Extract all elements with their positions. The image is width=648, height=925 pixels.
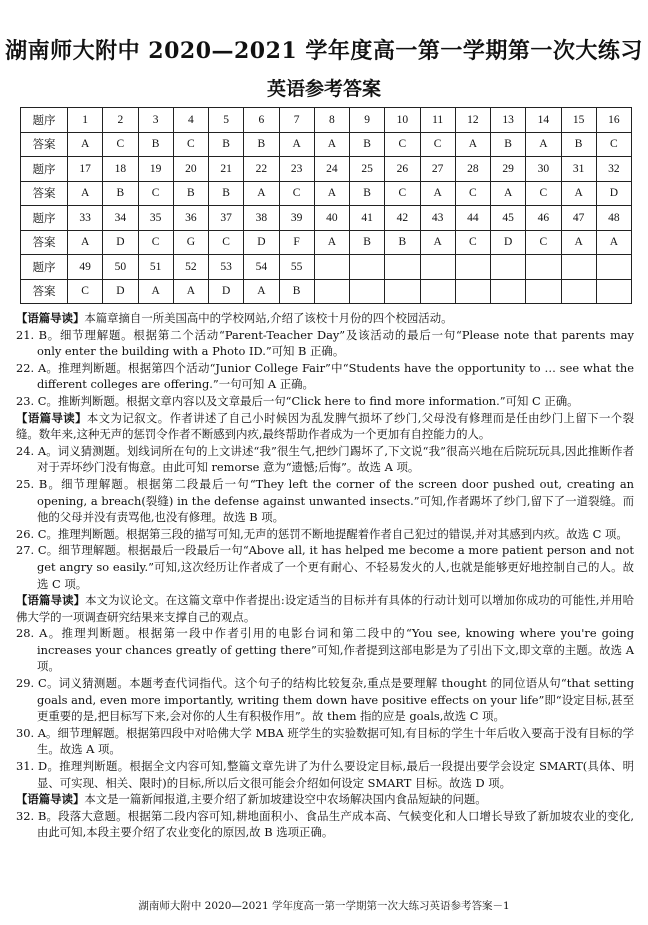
answer-cell: D	[103, 279, 138, 304]
answer-explanation: 26. C。推理判断题。根据第三段的描写可知,无声的惩罚不断地提醒着作者自己犯过的错误,并对其感到内疚。故选 C 项。	[16, 526, 628, 541]
question-number-cell	[420, 255, 455, 280]
question-number-cell: 43	[420, 206, 455, 231]
question-number-cell: 47	[561, 206, 596, 231]
answer-label: 答案	[21, 230, 68, 255]
question-number-cell: 24	[314, 157, 349, 182]
answer-cell: C	[173, 132, 208, 157]
answer-cell: B	[350, 132, 385, 157]
passage-guide	[16, 310, 634, 327]
question-number-cell: 46	[526, 206, 561, 231]
question-number-cell	[526, 255, 561, 280]
answer-explanation: 29. C。词义猜测题。本题考查代词指代。这个句子的结构比较复杂,重点是要理解 thought 的同位语从句“that setting goals and, even more importantly, writing them down have positive effects on your life”即“设定目标,甚至更重要的是,把目标写下来,会对你的人生有积极作用”。故 them 指的应是 goals,故选 C 项。	[16, 676, 634, 724]
answer-explanation: 30. A。细节理解题。根据第四段中对哈佛大学 MBA 班学生的实验数据可知,有目标的学生十年后收入要高于没有目标的学生。故选 A 项。	[16, 725, 634, 757]
answer-row	[21, 181, 632, 206]
answer-cell: B	[244, 132, 279, 157]
answer-cell: D	[209, 279, 244, 304]
answer-cell	[596, 279, 631, 304]
answer-cell	[385, 279, 420, 304]
answer-explanation: 31. D。推理判断题。根据全文内容可知,整篇文章先讲了为什么要设定目标,最后一段提出要学会设定 SMART(具体、明显、可实现、相关、限时)的目标,所以后文很可能会介绍如何设定 SMART 目标。故选 D 项。	[16, 759, 634, 790]
question-number-cell: 25	[350, 157, 385, 182]
answer-cell: A	[138, 279, 173, 304]
answer-cell: C	[455, 230, 490, 255]
question-number-cell: 44	[455, 206, 490, 231]
question-number-cell: 32	[596, 157, 631, 182]
answer-cell: A	[596, 230, 631, 255]
answer-cell: D	[596, 181, 631, 206]
answer-cell	[314, 279, 349, 304]
question-number-cell: 3	[138, 108, 173, 133]
answer-row	[21, 279, 632, 304]
question-number-cell: 28	[455, 157, 490, 182]
answer-cell: G	[173, 230, 208, 255]
answer-cell: B	[350, 230, 385, 255]
passage-guide-tag: 【语篇导读】	[16, 792, 85, 807]
answer-label: 答案	[21, 132, 68, 157]
question-number-cell: 2	[103, 108, 138, 133]
question-number-cell: 42	[385, 206, 420, 231]
answer-cell	[526, 279, 561, 304]
answer-cell: A	[68, 132, 103, 157]
question-number-cell: 9	[350, 108, 385, 133]
question-number-cell: 41	[350, 206, 385, 231]
passage-guide	[16, 791, 634, 808]
answer-cell: A	[420, 181, 455, 206]
question-number-cell: 30	[526, 157, 561, 182]
question-number-cell	[314, 255, 349, 280]
passage-guide-tag: 【语篇导读】	[16, 311, 85, 325]
answer-cell: A	[279, 132, 314, 157]
answer-cell: A	[561, 230, 596, 255]
passage-guide-text: 本文为记叙文。作者讲述了自己小时候因为乱发脾气损坏了纱门,父母没有修理而是任由纱门上留下一个裂缝。数年来,这种无声的惩罚令作者不断感到内疚,最终帮助作者成为一个更加有自控能力的人。	[16, 410, 634, 442]
question-number-row	[21, 255, 632, 280]
question-number-cell: 12	[455, 108, 490, 133]
question-number-cell: 50	[103, 255, 138, 280]
answer-cell: B	[561, 132, 596, 157]
answer-cell: A	[491, 181, 526, 206]
answer-cell: C	[596, 132, 631, 157]
question-number-cell: 54	[244, 255, 279, 280]
answer-cell: C	[385, 132, 420, 157]
question-number-cell: 10	[385, 108, 420, 133]
question-number-cell: 5	[209, 108, 244, 133]
answer-cell: A	[314, 132, 349, 157]
question-number-cell: 48	[596, 206, 631, 231]
question-number-cell: 21	[209, 157, 244, 182]
question-number-cell: 52	[173, 255, 208, 280]
answer-cell: B	[350, 181, 385, 206]
question-number-row	[21, 206, 632, 231]
question-number-cell	[350, 255, 385, 280]
answer-cell: B	[209, 181, 244, 206]
answer-cell: A	[173, 279, 208, 304]
answer-cell: D	[103, 230, 138, 255]
answer-row	[21, 230, 632, 255]
question-number-cell: 29	[491, 157, 526, 182]
answer-explanation: 21. B。细节理解题。根据第二个活动“Parent-Teacher Day”及该活动的最后一句“Please note that parents may only enter the building with a Photo ID.”可知 B 正确。	[16, 327, 634, 359]
passage-guide-tag: 【语篇导读】	[16, 593, 86, 608]
question-number-cell: 27	[420, 157, 455, 182]
question-number-cell: 18	[103, 157, 138, 182]
question-number-cell: 55	[279, 255, 314, 280]
answer-cell: C	[526, 181, 561, 206]
answer-cell: C	[68, 279, 103, 304]
explanations-section	[16, 310, 634, 841]
question-number-label: 题序	[21, 108, 68, 133]
answer-cell: C	[138, 230, 173, 255]
question-number-cell	[491, 255, 526, 280]
question-number-cell: 37	[209, 206, 244, 231]
answer-explanation: 23. C。推断判断题。根据文章内容以及文章最后一句“Click here to find more information.”可知 C 正确。	[16, 393, 579, 408]
answer-cell: F	[279, 230, 314, 255]
answer-cell: C	[420, 132, 455, 157]
passage-guide-text: 本文为议论文。在这篇文章中作者提出:设定适当的目标并有具体的行动计划可以增加你成功的可能性,并用哈佛大学的一项调查研究结果来支撑自己的观点。	[16, 593, 634, 624]
question-number-cell: 33	[68, 206, 103, 231]
question-number-cell	[561, 255, 596, 280]
answer-cell: D	[491, 230, 526, 255]
answer-cell: B	[385, 230, 420, 255]
question-number-cell: 13	[491, 108, 526, 133]
question-number-cell: 11	[420, 108, 455, 133]
page-title: 湖南师大附中 2020—2021 学年度高一第一学期第一次大练习	[5, 38, 643, 64]
answer-cell: B	[209, 132, 244, 157]
question-number-cell	[385, 255, 420, 280]
answer-cell: A	[455, 132, 490, 157]
question-number-cell: 6	[244, 108, 279, 133]
answer-cell: C	[138, 181, 173, 206]
answer-cell: A	[314, 181, 349, 206]
question-number-cell: 26	[385, 157, 420, 182]
answer-cell	[350, 279, 385, 304]
question-number-label: 题序	[21, 157, 68, 182]
passage-guide-text: 本篇章摘自一所美国高中的学校网站,介绍了该校十月份的四个校园活动。	[84, 311, 453, 325]
passage-guide-text: 本文是一篇新闻报道,主要介绍了新加坡建设空中农场解决国内食品短缺的问题。	[84, 792, 487, 807]
answer-cell: D	[244, 230, 279, 255]
answer-cell: A	[68, 181, 103, 206]
question-number-row	[21, 108, 632, 133]
question-number-cell: 4	[173, 108, 208, 133]
answer-cell: A	[314, 230, 349, 255]
question-number-cell: 19	[138, 157, 173, 182]
answer-explanation: 32. B。段落大意题。根据第二段内容可知,耕地面积小、食品生产成本高、气候变化和人口增长导致了新加坡农业的变化,由此可知,本段主要介绍了农业变化的原因,故 B 选项正确。	[16, 808, 634, 840]
question-number-cell: 23	[279, 157, 314, 182]
passage-guide	[16, 410, 634, 443]
answer-explanation: 28. A。推理判断题。根据第一段中作者引用的电影台词和第二段中的“You see, knowing where you're going increases your chances greatly of getting there”可知,作者提到这部电影是为了引出下文,即文章的主题。故选 A 项。	[16, 626, 634, 674]
answer-cell: C	[526, 230, 561, 255]
page-subtitle: 英语参考答案	[266, 78, 381, 100]
answer-cell	[491, 279, 526, 304]
answer-cell: A	[561, 181, 596, 206]
answer-cell: B	[491, 132, 526, 157]
question-number-cell: 20	[173, 157, 208, 182]
question-number-cell: 8	[314, 108, 349, 133]
question-number-cell: 36	[173, 206, 208, 231]
answer-explanation: 27. C。细节理解题。根据最后一段最后一句“Above all, it has helped me become a more patient person and not get angry so easily.”可知,这次经历让作者成了一个更有耐心、不轻易发火的人,也就是能够更好地控制自己的人。故选 C 项。	[16, 543, 634, 591]
answer-table	[20, 107, 632, 304]
answer-cell: A	[526, 132, 561, 157]
page-footer: 湖南师大附中 2020—2021 学年度高一第一学期第一次大练习英语参考答案－1	[138, 900, 510, 912]
answer-cell: B	[138, 132, 173, 157]
answer-cell: A	[244, 279, 279, 304]
question-number-cell: 1	[68, 108, 103, 133]
answer-explanation: 24. A。词义猜测题。划线词所在句的上文讲述“我”很生气,把纱门踢坏了,下文说“我”很高兴地在后院玩玩具,因此推断作者对于弄坏纱门没有悔意。由此可知 remorse 意为“遗憾;后悔”。故选 A 项。	[16, 443, 634, 475]
answer-cell: B	[279, 279, 314, 304]
question-number-cell: 39	[279, 206, 314, 231]
question-number-cell: 38	[244, 206, 279, 231]
question-number-cell	[455, 255, 490, 280]
passage-guide	[16, 592, 634, 625]
answer-row	[21, 132, 632, 157]
answer-cell: C	[279, 181, 314, 206]
question-number-cell: 53	[209, 255, 244, 280]
question-number-cell: 17	[68, 157, 103, 182]
answer-cell: A	[420, 230, 455, 255]
question-number-cell: 16	[596, 108, 631, 133]
answer-cell: B	[173, 181, 208, 206]
answer-cell: A	[68, 230, 103, 255]
answer-cell: A	[244, 181, 279, 206]
answer-cell: C	[385, 181, 420, 206]
question-number-cell: 51	[138, 255, 173, 280]
question-number-cell: 7	[279, 108, 314, 133]
answer-cell	[561, 279, 596, 304]
answer-label: 答案	[21, 279, 68, 304]
answer-cell: B	[103, 181, 138, 206]
answer-cell: C	[209, 230, 244, 255]
question-number-label: 题序	[21, 206, 68, 231]
question-number-cell: 22	[244, 157, 279, 182]
passage-guide-tag: 【语篇导读】	[16, 410, 87, 425]
answer-cell	[420, 279, 455, 304]
answer-cell: C	[103, 132, 138, 157]
question-number-cell: 35	[138, 206, 173, 231]
question-number-cell: 31	[561, 157, 596, 182]
question-number-cell: 14	[526, 108, 561, 133]
answer-cell: C	[455, 181, 490, 206]
question-number-cell: 15	[561, 108, 596, 133]
question-number-label: 题序	[21, 255, 68, 280]
answer-label: 答案	[21, 181, 68, 206]
question-number-cell: 49	[68, 255, 103, 280]
question-number-cell: 34	[103, 206, 138, 231]
question-number-cell: 40	[314, 206, 349, 231]
question-number-cell	[596, 255, 631, 280]
question-number-row	[21, 157, 632, 182]
question-number-cell: 45	[491, 206, 526, 231]
answer-explanation: 22. A。推理判断题。根据第四个活动“Junior College Fair”中“Students have the opportunity to … see what the different colleges are offering.”一句可知 A 正确。	[16, 360, 634, 392]
answer-explanation: 25. B。细节理解题。根据第二段最后一句“They left the corner of the screen door pushed out, creating an opening, a breach(裂缝) in the defense against unwanted insects.”可知,作者踢坏了纱门,留下了一道裂缝。而他的父母并没有责骂他,也没有修理。故选 B 项。	[16, 476, 634, 525]
answer-cell	[455, 279, 490, 304]
